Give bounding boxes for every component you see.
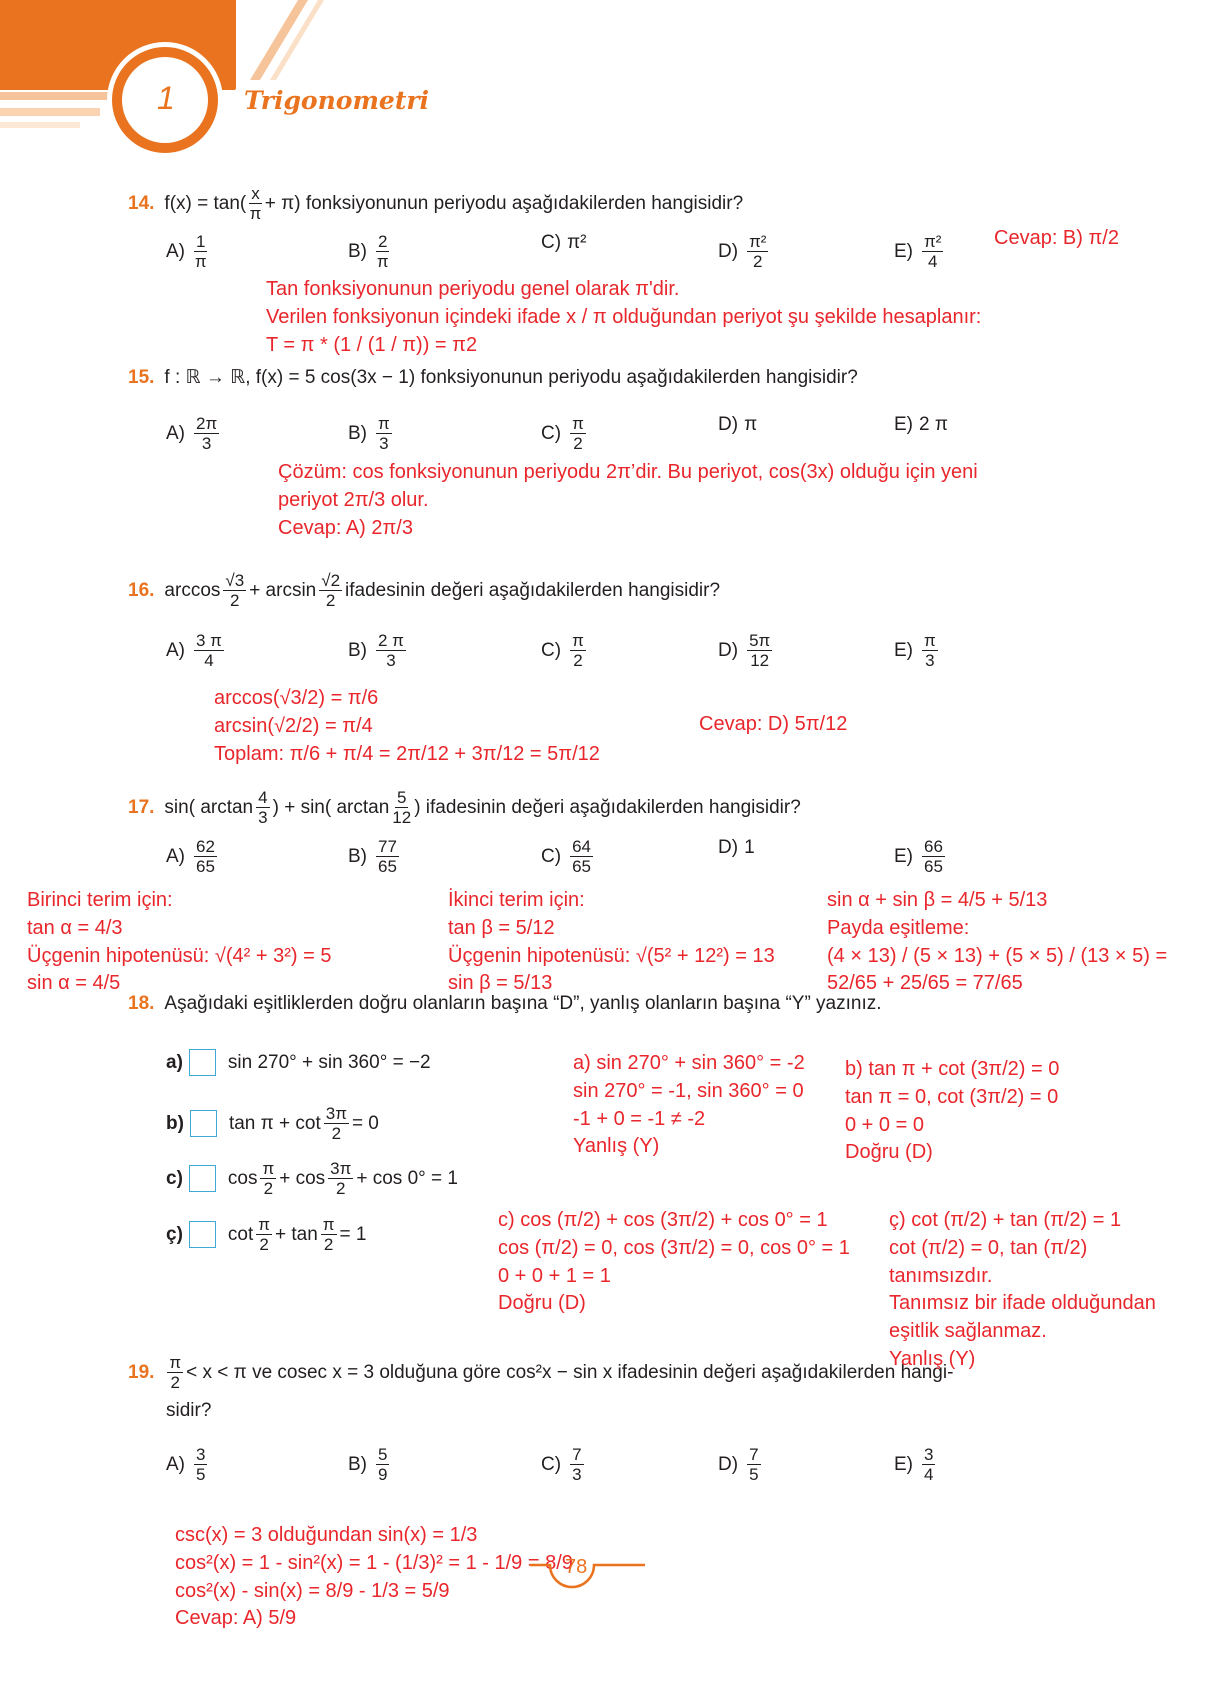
fraction — [321, 1215, 337, 1254]
answer-checkbox[interactable] — [190, 1110, 217, 1137]
numerator: π — [258, 1215, 270, 1234]
annotation-q18_c: cos (π/2) = 0, cos (3π/2) = 0, cos 0° = 1 — [498, 1236, 850, 1259]
fraction — [324, 1104, 349, 1143]
numerator: 7 — [572, 1445, 582, 1464]
denominator: 4 — [924, 1465, 934, 1484]
numerator: x — [251, 184, 260, 203]
option-label: D) — [718, 837, 739, 858]
annotation-q18_cc: eşitlik sağlanmaz. — [889, 1320, 1047, 1343]
annotation-q17_col2: sin β = 5/13 — [448, 972, 553, 995]
math-text: ) ifadesinin değeri aşağıdakilerden hangisidir? — [414, 796, 801, 818]
q18-item — [166, 1159, 458, 1198]
annotation-q18_b: b) tan π + cot (3π/2) = 0 — [845, 1058, 1060, 1080]
numerator: 2π — [196, 414, 218, 433]
annotation-q16: Toplam: π/6 + π/4 = 2π/12 + 3π/12 = 5π/12 — [214, 742, 600, 765]
denominator: 2 — [753, 252, 763, 271]
header-stripes — [236, 0, 336, 80]
option-b[interactable] — [348, 631, 409, 670]
question-number: 18. — [128, 993, 155, 1014]
numerator: 3 — [924, 1445, 934, 1464]
denominator: π — [376, 252, 389, 271]
fraction — [392, 788, 411, 827]
option-a[interactable] — [166, 232, 210, 271]
fraction — [194, 631, 224, 670]
denominator: 12 — [392, 808, 412, 827]
numerator: 5 — [378, 1445, 388, 1464]
numerator: 2 π — [378, 631, 404, 650]
fraction — [747, 232, 768, 271]
item-label: b) — [166, 1112, 184, 1134]
page-number-tab — [530, 1555, 650, 1605]
option-label: A) — [166, 1453, 185, 1475]
option-label: A) — [166, 845, 185, 867]
fraction — [256, 1215, 272, 1254]
numerator: π — [924, 631, 936, 650]
fraction — [747, 1445, 760, 1484]
math-text: = 0 — [351, 1112, 379, 1134]
denominator: 4 — [204, 651, 214, 670]
option-label: E) — [894, 240, 913, 262]
math-text: Aşağıdaki eşitliklerden doğru olanların başına “D”, yanlış olanların başına “Y” yazınız. — [164, 993, 882, 1014]
option-c[interactable] — [541, 837, 596, 876]
numerator: 3 — [196, 1445, 206, 1464]
fraction — [922, 837, 945, 876]
denominator: 12 — [750, 651, 770, 670]
numerator: 77 — [378, 837, 397, 856]
numerator: 66 — [924, 837, 943, 856]
annotation-q18_cc: Tanımsız bir ifade olduğundan — [889, 1292, 1156, 1315]
annotation-q16: arccos(√3/2) = π/6 — [214, 687, 379, 709]
annotation-q18_a: sin 270° = -1, sin 360° = 0 — [573, 1079, 804, 1102]
fraction — [223, 571, 246, 610]
answer-checkbox[interactable] — [189, 1221, 216, 1248]
denominator: 2 — [573, 434, 583, 453]
chapter-title: Trigonometri — [240, 86, 433, 116]
denominator: 5 — [196, 1465, 206, 1484]
annotation-q18_c: c) cos (π/2) + cos (3π/2) + cos 0° = 1 — [498, 1209, 828, 1231]
question-14 — [128, 184, 743, 223]
denominator: 9 — [378, 1465, 388, 1484]
numerator: 2 — [378, 232, 388, 251]
annotation-q18_a: Yanlış (Y) — [573, 1135, 660, 1158]
fraction — [376, 414, 392, 453]
option-c[interactable] — [541, 414, 589, 453]
option-label: A) — [166, 422, 185, 444]
numerator: 3 π — [196, 631, 222, 650]
question-16 — [128, 571, 720, 610]
chapter-number: 1 — [157, 80, 175, 116]
answer-checkbox[interactable] — [189, 1049, 216, 1076]
option-label: A) — [166, 240, 185, 262]
option-label: B) — [348, 845, 367, 867]
option-label: E) — [894, 1453, 913, 1475]
math-text: tan π + cot — [228, 1112, 321, 1134]
math-text: cot — [227, 1223, 254, 1245]
numerator: 3π — [330, 1159, 352, 1178]
fraction — [922, 232, 943, 271]
option-c[interactable] — [541, 1445, 587, 1484]
denominator: 65 — [378, 857, 397, 876]
annotation-q17_col2: Üçgenin hipotenüsü: √(5² + 12²) = 13 — [448, 944, 775, 967]
denominator: 3 — [379, 434, 389, 453]
numerator: π — [322, 1215, 335, 1234]
option-e[interactable] — [894, 232, 946, 271]
denominator: 65 — [924, 857, 943, 876]
option-d[interactable] — [718, 414, 757, 436]
annotation-q18_b: Doğru (D) — [845, 1141, 933, 1164]
fraction — [570, 631, 586, 670]
option-e[interactable] — [894, 414, 948, 436]
annotation-q18_cc: cot (π/2) = 0, tan (π/2) — [889, 1236, 1088, 1259]
numerator: π² — [924, 232, 942, 251]
numerator: 7 — [749, 1445, 759, 1464]
option-label: B) — [348, 639, 367, 661]
denominator: 65 — [572, 857, 591, 876]
annotation-q14: Tan fonksiyonunun periyodu genel olarak π'dir. — [266, 278, 680, 300]
question-15 — [128, 366, 858, 389]
annotation-q15: Çözüm: cos fonksiyonunun periyodu 2π’dir. Bu periyot, cos(3x) olduğu için yeni — [278, 461, 978, 483]
option-d[interactable] — [718, 232, 771, 271]
annotation-q19: cos²(x) - sin(x) = 8/9 - 1/3 = 5/9 — [175, 1579, 450, 1602]
option-label: C) — [541, 639, 562, 661]
math-text: π — [744, 414, 758, 435]
math-text: + π) fonksiyonunun periyodu aşağıdakilerden hangisidir? — [264, 192, 744, 214]
denominator: π — [249, 204, 262, 223]
math-text: ifadesinin değeri aşağıdakilerden hangisidir? — [345, 579, 721, 601]
fraction — [194, 1445, 207, 1484]
option-label: D) — [718, 1453, 739, 1475]
numerator: π — [378, 414, 390, 433]
denominator: 2 — [170, 1373, 181, 1392]
denominator: 2 — [259, 1235, 269, 1254]
annotation-q17_col1: tan α = 4/3 — [27, 916, 123, 939]
math-text: sin( arctan — [164, 796, 254, 818]
denominator: π — [194, 252, 207, 271]
option-a[interactable] — [166, 631, 227, 670]
math-text: + arcsin — [249, 579, 317, 601]
denominator: 3 — [201, 434, 212, 453]
annotation-q18_b: 0 + 0 = 0 — [845, 1113, 924, 1136]
q18-item — [166, 1104, 379, 1143]
denominator: 5 — [749, 1465, 759, 1484]
option-label: E) — [894, 845, 913, 867]
option-label: C) — [541, 1453, 562, 1475]
option-b[interactable] — [348, 837, 402, 876]
denominator: 3 — [572, 1465, 582, 1484]
denominator: 2 — [336, 1179, 346, 1198]
math-text: cos — [227, 1167, 258, 1189]
option-label: D) — [718, 240, 739, 262]
option-label: D) — [718, 414, 739, 435]
denominator: 2 — [323, 1235, 334, 1254]
q18-item — [166, 1215, 366, 1254]
question-number: 17. — [128, 796, 155, 818]
numerator: π — [262, 1159, 275, 1178]
fraction — [922, 631, 938, 670]
numerator: 1 — [196, 232, 206, 251]
denominator: 3 — [258, 808, 268, 827]
numerator: 62 — [196, 837, 215, 856]
q18-item — [166, 1049, 431, 1076]
numerator: 4 — [258, 788, 268, 807]
annotation-q18_cc: Yanlış (Y) — [889, 1348, 976, 1370]
math-text: f(x) = tan( — [164, 192, 247, 214]
numerator: π — [169, 1353, 182, 1372]
denominator: 2 — [230, 591, 240, 610]
fraction — [328, 1159, 353, 1198]
option-label: B) — [348, 240, 367, 262]
fraction — [249, 184, 262, 223]
fraction — [922, 1445, 935, 1484]
option-c[interactable] — [541, 631, 589, 670]
option-label: C) — [541, 232, 562, 253]
fraction — [747, 631, 772, 670]
question-number: 16. — [128, 579, 155, 601]
annotation-q17_col3: sin α + sin β = 4/5 + 5/13 — [827, 889, 1048, 911]
option-e[interactable] — [894, 837, 948, 876]
math-text: π² — [567, 232, 587, 253]
option-label: E) — [894, 414, 913, 435]
numerator: 5π — [749, 631, 771, 650]
math-text: ) + sin( arctan — [272, 796, 390, 818]
fraction — [376, 1445, 389, 1484]
question-17 — [128, 788, 801, 827]
question-number: 19. — [128, 1361, 155, 1383]
annotation-q14: Verilen fonksiyonun içindeki ifade x / π olduğundan periyot şu şekilde hesaplanır: — [266, 305, 982, 328]
denominator: 3 — [386, 651, 396, 670]
annotation-q19: Cevap: A) 5/9 — [175, 1607, 297, 1630]
option-label: A) — [166, 639, 185, 661]
option-a[interactable] — [166, 414, 222, 453]
option-label: B) — [348, 1453, 367, 1475]
annotation-q17_col3: (4 × 13) / (5 × 13) + (5 × 5) / (13 × 5) = — [827, 944, 1168, 967]
page-number: 78 — [565, 1556, 588, 1578]
item-label: a) — [166, 1051, 183, 1073]
denominator: 4 — [927, 252, 938, 271]
math-text: + tan — [275, 1223, 318, 1245]
option-label: D) — [718, 639, 739, 661]
numerator: π — [572, 631, 584, 650]
fraction — [376, 631, 406, 670]
option-label: E) — [894, 639, 913, 661]
denominator: 2 — [263, 1179, 274, 1198]
numerator: π — [572, 414, 584, 433]
math-text: + cos 0° = 1 — [356, 1167, 458, 1189]
numerator: √3 — [225, 571, 245, 590]
question-text-continued: sidir? — [166, 1400, 212, 1421]
annotation-q18_b: tan π = 0, cot (3π/2) = 0 — [845, 1085, 1059, 1108]
fraction — [194, 232, 207, 271]
numerator: 64 — [572, 837, 591, 856]
annotation-q17_col1: Birinci terim için: — [27, 889, 173, 911]
fraction — [570, 1445, 583, 1484]
annotation-q17_col3: Payda eşitleme: — [827, 916, 970, 939]
option-b[interactable] — [348, 1445, 392, 1484]
math-text: < x < π ve cosec x = 3 olduğuna göre cos²x − sin x ifadesinin değeri aşağıdakilerden hangi- — [186, 1361, 954, 1383]
annotation-q18_cc: ç) cot (π/2) + tan (π/2) = 1 — [889, 1209, 1122, 1231]
option-d[interactable] — [718, 631, 775, 670]
math-text: + cos — [279, 1167, 326, 1189]
fraction — [194, 414, 219, 453]
option-a[interactable] — [166, 1445, 210, 1484]
fraction — [319, 571, 342, 610]
annotation-q17_col2: İkinci terim için: — [448, 889, 585, 911]
fraction — [167, 1353, 183, 1392]
math-text: f : ℝ → ℝ, f(x) = 5 cos(3x − 1) fonksiyonunun periyodu aşağıdakilerden hangisidir? — [164, 367, 858, 388]
fraction — [256, 788, 269, 827]
math-text: sin 270° + sin 360° = −2 — [227, 1051, 431, 1073]
math-text: 1 — [744, 837, 755, 858]
fraction — [194, 837, 217, 876]
numerator: π² — [749, 232, 767, 251]
annotation-q16: arcsin(√2/2) = π/4 — [214, 714, 373, 737]
item-label: ç) — [166, 1223, 183, 1245]
question-number: 15. — [128, 366, 155, 388]
annotation-q17_col1: sin α = 4/5 — [27, 972, 121, 995]
annotation-q18_a: -1 + 0 = -1 ≠ -2 — [573, 1107, 706, 1130]
annotation-q18_c: 0 + 0 + 1 = 1 — [498, 1264, 611, 1287]
option-label: B) — [348, 422, 367, 444]
denominator: 2 — [331, 1124, 342, 1143]
annotation-q17_col2: tan β = 5/12 — [448, 916, 555, 939]
fraction — [570, 837, 593, 876]
denominator: 65 — [196, 857, 215, 876]
fraction — [260, 1159, 276, 1198]
annotation-q19: cos²(x) = 1 - sin²(x) = 1 - (1/3)² = 1 - 1/9 = 8/9 — [175, 1551, 573, 1574]
annotation-q16_answer: Cevap: D) 5π/12 — [699, 713, 848, 735]
option-d[interactable] — [718, 837, 755, 859]
option-label: C) — [541, 422, 562, 444]
annotation-q17_col1: Üçgenin hipotenüsü: √(4² + 3²) = 5 — [27, 944, 332, 967]
fraction — [570, 414, 586, 453]
annotation-q18_a: a) sin 270° + sin 360° = -2 — [573, 1052, 805, 1074]
math-text: 2 π — [919, 414, 948, 435]
annotation-q14_answer: Cevap: B) π/2 — [994, 227, 1119, 249]
annotation-q18_cc: tanımsızdır. — [889, 1264, 993, 1287]
question-19 — [128, 1353, 953, 1392]
annotation-q18_c: Doğru (D) — [498, 1292, 586, 1315]
chapter-header-graphic — [0, 0, 236, 170]
option-c[interactable] — [541, 232, 587, 254]
numerator: √2 — [321, 571, 341, 590]
option-a[interactable] — [166, 837, 220, 876]
option-e[interactable] — [894, 631, 941, 670]
question-number: 14. — [128, 192, 155, 214]
annotation-q17_col3: 52/65 + 25/65 = 77/65 — [827, 972, 1023, 995]
math-text: arccos — [164, 579, 221, 601]
option-b[interactable] — [348, 414, 395, 453]
denominator: 3 — [925, 651, 935, 670]
math-text: = 1 — [339, 1223, 367, 1245]
numerator: 3π — [325, 1104, 347, 1123]
option-d[interactable] — [718, 1445, 764, 1484]
item-label: c) — [166, 1167, 183, 1189]
annotation-q15: periyot 2π/3 olur. — [278, 488, 429, 511]
fraction — [376, 232, 389, 271]
option-b[interactable] — [348, 232, 392, 271]
annotation-q14: T = π * (1 / (1 / π)) = π2 — [266, 333, 478, 356]
denominator: 2 — [325, 591, 336, 610]
answer-checkbox[interactable] — [189, 1165, 216, 1192]
denominator: 2 — [573, 651, 583, 670]
option-e[interactable] — [894, 1445, 938, 1484]
annotation-q15: Cevap: A) 2π/3 — [278, 516, 413, 539]
numerator: 5 — [397, 788, 407, 807]
annotation-q19: csc(x) = 3 olduğundan sin(x) = 1/3 — [175, 1524, 478, 1546]
option-label: C) — [541, 845, 562, 867]
fraction — [376, 837, 399, 876]
